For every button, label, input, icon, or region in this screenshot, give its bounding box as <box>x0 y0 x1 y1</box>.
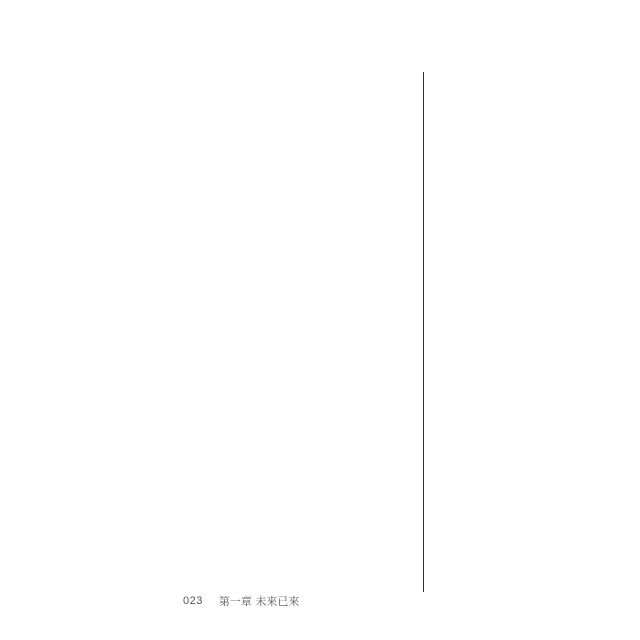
page-footer <box>183 594 299 608</box>
section-title-column <box>423 72 458 592</box>
page-number: 023 <box>183 595 203 607</box>
chapter-label: 第一章 未來已來 <box>218 595 300 608</box>
body-text-area <box>170 62 420 582</box>
